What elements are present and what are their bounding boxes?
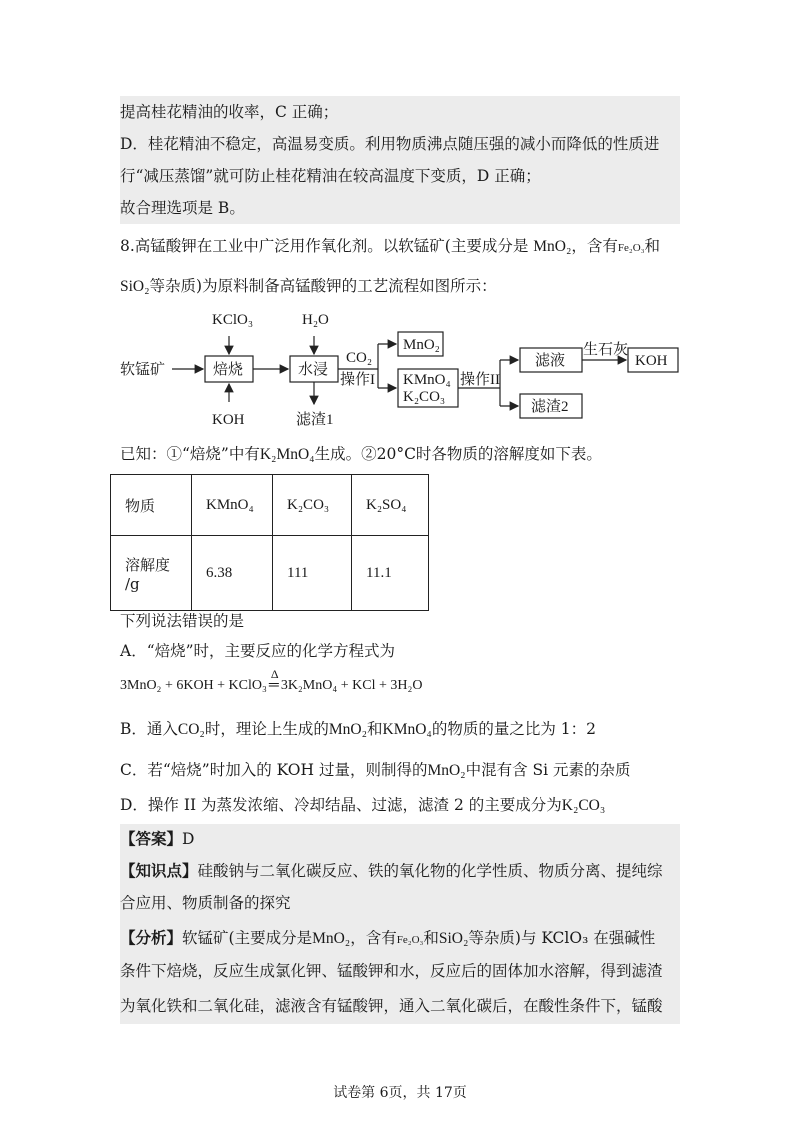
question-stem-line-2: SiO₂等杂质)为原料制备高锰酸钾的工艺流程如图所示：: [120, 277, 497, 295]
solubility-table: [110, 474, 429, 611]
flow-mno2-label: MnO₂: [403, 337, 440, 353]
heat-delta-symbol: Δ: [270, 667, 279, 681]
flow-k2co3-label: K₂CO₃: [403, 389, 446, 405]
flow-residue1-label: 滤渣1: [296, 412, 334, 428]
question-stem-line-1: 8.高锰酸钾在工业中广泛用作氧化剂。以软锰矿(主要成分是 MnO₂，含有Fe₂O₃和: [120, 237, 661, 255]
flow-roast-label: 焙烧: [213, 362, 244, 378]
analysis-para-line-1: 【分析】软锰矿(主要成分是MnO₂，含有Fe₂O₃和SiO₂等杂质)与 KClO₃ 在强碱性: [120, 928, 656, 947]
k2mno4-formula: K₂MnO₄: [259, 446, 315, 463]
table-header-cell: K₂SO₄: [352, 475, 429, 536]
answer-value: D: [182, 830, 195, 848]
table-cell: 6.38: [192, 536, 273, 611]
option-d: D．操作 II 为蒸发浓缩、冷却结晶、过滤，滤渣 2 的主要成分为K₂CO₃: [120, 796, 606, 814]
process-flowchart: [0, 300, 800, 430]
mno2-formula: MnO₂: [533, 238, 572, 255]
knowledge-point-line-2: 合应用、物质制备的探究: [120, 894, 291, 912]
analysis-line-3: 行“减压蒸馏”就可防止桂花精油在较高温度下变质，D 正确；: [120, 167, 541, 185]
flow-residue2-label: 滤渣2: [531, 399, 569, 415]
flow-start-label: 软锰矿: [120, 362, 166, 378]
flow-lime-label: 生石灰: [583, 342, 629, 358]
flow-co2-label: CO₂: [346, 350, 373, 366]
flow-op1-label: 操作I: [340, 372, 375, 388]
answer-shade: [120, 824, 680, 1024]
answer-line: 【答案】D: [120, 829, 195, 848]
page-footer: 试卷第 6页，共 17页: [333, 1085, 467, 1101]
option-b: B．通入CO₂时，理论上生成的MnO₂和KMnO₄的物质的量之比为 1：2: [120, 720, 596, 738]
analysis-line-4: 故合理选项是 B。: [120, 199, 245, 217]
knowledge-point-line-1: 【知识点】硅酸钠与二氧化碳反应、铁的氧化物的化学性质、物质分离、提纯综: [120, 861, 663, 880]
known-conditions: 已知：①“焙烧”中有K₂MnO₄生成。②20°C时各物质的溶解度如下表。: [120, 445, 602, 463]
flow-kmno4-label: KMnO₄: [403, 372, 451, 388]
sio2-formula: SiO₂: [120, 278, 150, 295]
flow-leach-label: 水浸: [298, 362, 329, 378]
flow-water-label: H₂O: [302, 312, 329, 328]
analysis-line-1: 提高桂花精油的收率，C 正确；: [120, 103, 339, 121]
analysis-line-2: D．桂花精油不稳定，高温易变质。利用物质沸点随压强的减小而降低的性质进: [120, 135, 660, 153]
table-header-cell: 物质: [111, 475, 192, 536]
analysis-para-line-2: 条件下焙烧，反应生成氯化钾、锰酸钾和水，反应后的固体加水溶解，得到滤渣: [120, 962, 663, 980]
fe2o3-formula: Fe₂O₃: [617, 242, 645, 254]
table-header-cell: KMnO₄: [192, 475, 273, 536]
analysis-para-line-3: 为氧化铁和二氧化硅，滤液含有锰酸钾，通入二氧化碳后，在酸性条件下，锰酸: [120, 997, 663, 1015]
options-prompt: 下列说法错误的是: [120, 612, 245, 630]
flow-kclo3-label: KClO₃: [212, 312, 254, 328]
table-row-label: 溶解度 /g: [111, 536, 192, 611]
table-cell: 11.1: [352, 536, 429, 611]
flow-koh-in-label: KOH: [212, 412, 245, 428]
table-cell: 111: [273, 536, 352, 611]
table-header-cell: K₂CO₃: [273, 475, 352, 536]
option-c: C．若“焙烧”时加入的 KOH 过量，则制得的MnO₂中混有含 Si 元素的杂质: [120, 761, 631, 779]
flow-op2-label: 操作II: [460, 372, 500, 388]
option-a-equation: 3MnO₂ + 6KOH + KClO₃ Δ ═ 3K₂MnO₄ + KCl + 3H₂O: [120, 676, 422, 696]
flow-koh-out-label: KOH: [635, 353, 668, 369]
table-row: [111, 536, 429, 611]
table-header-row: [111, 475, 429, 536]
flow-filtrate-label: 滤液: [535, 353, 566, 369]
option-a-text: A．“焙烧”时，主要反应的化学方程式为: [120, 642, 396, 660]
